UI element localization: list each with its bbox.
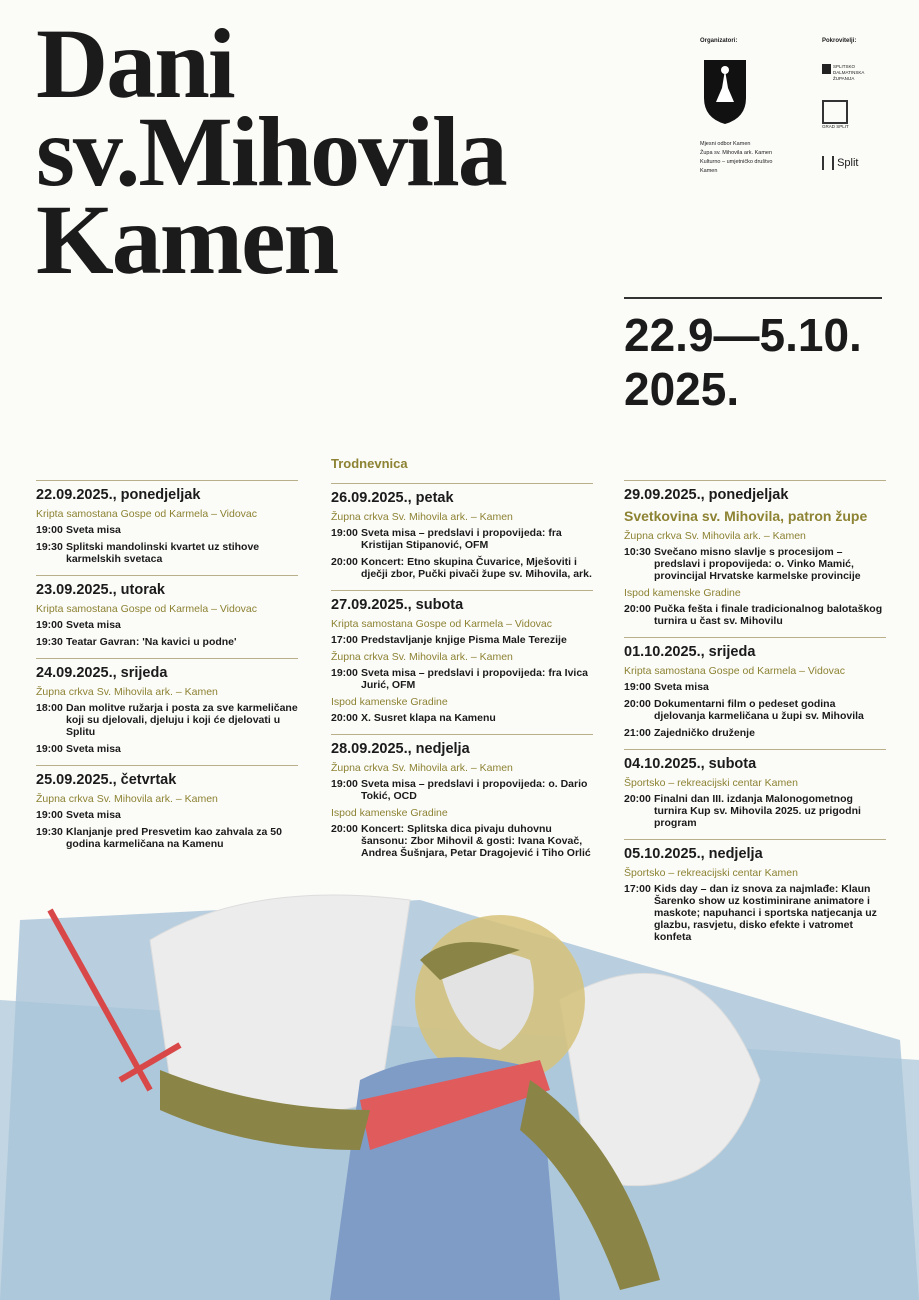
event-location: Župna crkva Sv. Mihovila ark. – Kamen — [36, 793, 218, 805]
day-block — [36, 480, 298, 565]
day-block — [624, 480, 886, 627]
day-date: 25.09.2025., četvrtak — [36, 772, 177, 788]
event-description: Koncert: Splitska dica pivaju duhovnu šansonu: Zbor Mihovil & gosti: Ivana Kovač, Andrea Šušnjara, Petar Dragojević i Tiho Orlić — [361, 823, 591, 859]
date-year: 2025. — [624, 363, 740, 415]
event-time: 19:30 — [36, 636, 63, 648]
event-location: Kripta samostana Gospe od Karmela – Vidovac — [36, 603, 258, 615]
event-location: Ispod kamenske Gradine — [624, 587, 741, 599]
day-block — [331, 483, 593, 580]
event-row — [331, 556, 593, 580]
sponsors-label: Pokrovitelji: — [822, 38, 857, 44]
day-block — [331, 734, 593, 859]
event-time: 20:00 — [331, 712, 358, 724]
day-date: 01.10.2025., srijeda — [624, 644, 756, 660]
day-date: 05.10.2025., nedjelja — [624, 846, 763, 862]
sponsor-split — [822, 156, 858, 170]
event-location: Športsko – rekreacijski centar Kamen — [624, 867, 798, 879]
day-date: 26.09.2025., petak — [331, 490, 454, 506]
event-row — [624, 603, 886, 627]
event-description: Klanjanje pred Presvetim kao zahvala za 50 godina karmeličana na Kamenu — [66, 826, 282, 850]
event-location: Kripta samostana Gospe od Karmela – Vidovac — [36, 508, 258, 520]
day-date: 23.09.2025., utorak — [36, 582, 165, 598]
event-row — [624, 727, 886, 739]
event-row — [624, 883, 886, 943]
event-row — [36, 619, 298, 631]
tower-icon — [822, 156, 834, 170]
event-description: Sveta misa — [66, 524, 121, 536]
event-row — [331, 778, 593, 802]
event-time: 19:30 — [36, 541, 63, 553]
event-row — [36, 743, 298, 755]
event-time: 19:30 — [36, 826, 63, 838]
event-time: 20:00 — [331, 556, 358, 568]
sponsor-name: SPLITSKO DALMATINSKA ŽUPANIJA — [833, 64, 865, 81]
event-time: 20:00 — [331, 823, 358, 835]
event-location: Župna crkva Sv. Mihovila ark. – Kamen — [331, 651, 513, 663]
event-location: Športsko – rekreacijski centar Kamen — [624, 777, 798, 789]
event-row — [624, 681, 886, 693]
day-block — [624, 637, 886, 739]
event-description: Splitski mandolinski kvartet uz stihove karmelskih svetaca — [66, 541, 260, 565]
event-location: Kripta samostana Gospe od Karmela – Vidovac — [624, 665, 846, 677]
day-block — [624, 839, 886, 943]
organizer-name: Župa sv. Mihovila ark. Kamen — [700, 150, 773, 156]
event-row — [36, 809, 298, 821]
event-description: X. Susret klapa na Kamenu — [361, 712, 496, 724]
event-description: Sveta misa – predslavi i propovijeda: fra Kristijan Stipanović, OFM — [361, 527, 562, 551]
event-location: Župna crkva Sv. Mihovila ark. – Kamen — [331, 511, 513, 523]
event-row — [36, 702, 298, 738]
feast-title: Svetkovina sv. Mihovila, patron župe — [624, 508, 868, 524]
event-time: 21:00 — [624, 727, 651, 739]
day-block — [36, 658, 298, 755]
event-description: Predstavljanje knjige Pisma Male Terezije — [361, 634, 567, 646]
event-row — [331, 634, 593, 646]
day-date: 27.09.2025., subota — [331, 597, 464, 613]
event-row — [36, 636, 298, 648]
day-date: 29.09.2025., ponedjeljak — [624, 487, 789, 503]
event-description: Sveta misa — [66, 809, 121, 821]
event-time: 20:00 — [624, 793, 651, 805]
event-description: Kids day – dan iz snova za najmlađe: Klaun Šarenko show uz kostiminirane animatore i maskote; napuhanci i sportska natjecanja uz glazbu, rasvjetu, disko efekte i vatromet konfeta — [654, 883, 877, 943]
event-location: Župna crkva Sv. Mihovila ark. – Kamen — [624, 530, 806, 542]
event-time: 18:00 — [36, 702, 63, 714]
event-time: 19:00 — [36, 524, 63, 536]
event-description: Sveta misa — [654, 681, 709, 693]
trodnevnica-heading: Trodnevnica — [331, 456, 408, 471]
event-description: Dan molitve ružarja i posta za sve karmeličane koji su djelovali, djeluju i koji će djelovati u Splitu — [66, 702, 298, 738]
event-row — [624, 698, 886, 722]
day-date: 24.09.2025., srijeda — [36, 665, 168, 681]
event-description: Finalni dan III. izdanja Malonogometnog turnira Kup sv. Mihovila 2025. uz prigodni program — [654, 793, 861, 829]
schedule-column-2 — [331, 456, 593, 869]
event-description: Svečano misno slavlje s procesijom – predslavi i propovijeda: o. Vinko Mamić, provincijal Hrvatske karmelske provincije — [654, 546, 861, 582]
day-date: 22.09.2025., ponedjeljak — [36, 487, 201, 503]
event-description: Sveta misa – predslavi i propovijeda: o. Dario Tokić, OCD — [361, 778, 588, 802]
sponsor-name: GRAD SPLIT — [822, 124, 849, 129]
event-row — [331, 667, 593, 691]
day-block — [624, 749, 886, 829]
event-description: Teatar Gavran: 'Na kavici u podne' — [66, 636, 237, 648]
event-row — [331, 712, 593, 724]
event-time: 19:00 — [36, 743, 63, 755]
parish-crest-icon — [702, 58, 748, 126]
title-line: Dani — [36, 8, 234, 119]
event-description: Dokumentarni film o pedeset godina djelovanja karmeličana u župi sv. Mihovila — [654, 698, 864, 722]
event-time: 19:00 — [331, 778, 358, 790]
dates-divider — [624, 297, 882, 299]
event-time: 19:00 — [331, 527, 358, 539]
organizer-name: Mjesni odbor Kamen — [700, 141, 751, 147]
sponsor-name: Split — [837, 156, 859, 169]
event-time: 19:00 — [331, 667, 358, 679]
schedule-column-1 — [36, 480, 298, 860]
event-description: Sveta misa — [66, 743, 121, 755]
organizers-label: Organizatori: — [700, 38, 738, 44]
sponsor-county — [822, 64, 867, 82]
event-row — [624, 546, 886, 582]
event-time: 17:00 — [624, 883, 651, 895]
event-time: 20:00 — [624, 698, 651, 710]
event-time: 20:00 — [624, 603, 651, 615]
event-row — [331, 823, 593, 859]
event-time: 19:00 — [36, 809, 63, 821]
date-range: 22.9—5.10. — [624, 309, 862, 361]
day-date: 28.09.2025., nedjelja — [331, 741, 470, 757]
day-block — [36, 765, 298, 850]
day-date: 04.10.2025., subota — [624, 756, 757, 772]
event-location: Ispod kamenske Gradine — [331, 807, 448, 819]
title-line: Kamen — [36, 184, 338, 295]
event-time: 10:30 — [624, 546, 651, 558]
poster-title — [36, 8, 506, 295]
organizer-name: Kulturno – umjetničko društvo Kamen — [700, 159, 773, 174]
city-crest-icon — [822, 100, 848, 124]
event-description: Pučka fešta i finale tradicionalnog balotaškog turnira u čast sv. Mihovilu — [654, 603, 883, 627]
organizer-names — [700, 140, 790, 176]
event-row — [36, 826, 298, 850]
event-row — [36, 524, 298, 536]
schedule-column-3 — [624, 480, 886, 953]
event-row — [36, 541, 298, 565]
event-row — [624, 793, 886, 829]
title-line: sv.Mihovila — [36, 96, 506, 207]
event-location: Kripta samostana Gospe od Karmela – Vidovac — [331, 618, 553, 630]
event-row — [331, 527, 593, 551]
event-time: 19:00 — [36, 619, 63, 631]
event-time: 17:00 — [331, 634, 358, 646]
event-location: Ispod kamenske Gradine — [331, 696, 448, 708]
event-description: Koncert: Etno skupina Čuvarice, Mješoviti i dječji zbor, Pučki pivači župe sv. Mihovila, ark. — [361, 556, 592, 580]
event-description: Sveta misa — [66, 619, 121, 631]
event-location: Župna crkva Sv. Mihovila ark. – Kamen — [331, 762, 513, 774]
sponsor-city — [822, 100, 849, 130]
county-crest-icon — [822, 64, 831, 74]
event-dates — [624, 308, 862, 416]
event-location: Župna crkva Sv. Mihovila ark. – Kamen — [36, 686, 218, 698]
event-description: Zajedničko druženje — [654, 727, 755, 739]
event-time: 19:00 — [624, 681, 651, 693]
day-block — [331, 590, 593, 724]
event-description: Sveta misa – predslavi i propovijeda: fra Ivica Jurić, OFM — [361, 667, 589, 691]
day-block — [36, 575, 298, 648]
